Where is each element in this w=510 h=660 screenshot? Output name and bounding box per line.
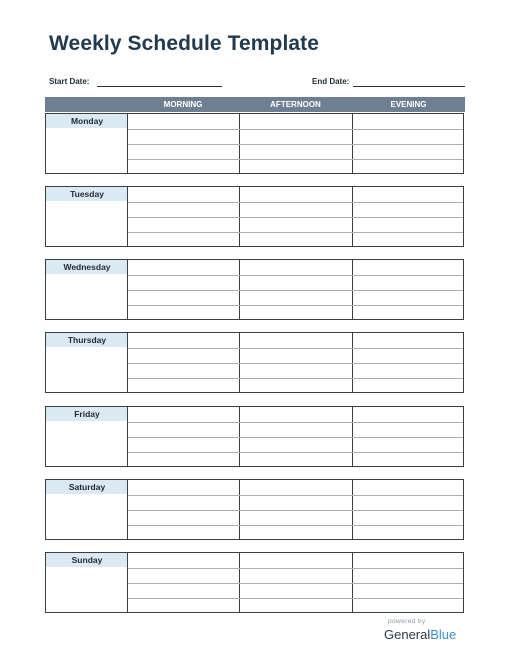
day-block-thursday bbox=[45, 332, 464, 393]
slot-monday-afternoon-4[interactable] bbox=[240, 159, 352, 173]
column-header-bar bbox=[45, 97, 465, 112]
day-notes-monday[interactable] bbox=[46, 129, 126, 173]
slot-monday-morning-1[interactable] bbox=[128, 114, 239, 128]
slot-friday-morning-2[interactable] bbox=[128, 422, 239, 436]
column-header-afternoon: AFTERNOON bbox=[270, 100, 321, 109]
day-notes-friday[interactable] bbox=[46, 422, 126, 466]
brand-part1: General bbox=[384, 627, 431, 642]
slot-saturday-evening-1[interactable] bbox=[353, 480, 464, 494]
day-block-saturday bbox=[45, 479, 464, 540]
slot-sunday-evening-1[interactable] bbox=[353, 553, 464, 567]
slot-saturday-morning-3[interactable] bbox=[128, 510, 239, 524]
day-block-monday bbox=[45, 113, 464, 174]
slot-sunday-morning-2[interactable] bbox=[128, 568, 239, 582]
slot-friday-morning-1[interactable] bbox=[128, 407, 239, 421]
slot-tuesday-evening-3[interactable] bbox=[353, 217, 464, 231]
slot-wednesday-afternoon-3[interactable] bbox=[240, 290, 352, 304]
slot-wednesday-afternoon-4[interactable] bbox=[240, 305, 352, 319]
start-date-label: Start Date: bbox=[49, 77, 90, 86]
slot-friday-afternoon-1[interactable] bbox=[240, 407, 352, 421]
day-notes-wednesday[interactable] bbox=[46, 275, 126, 319]
slot-wednesday-evening-2[interactable] bbox=[353, 275, 464, 289]
slot-thursday-evening-3[interactable] bbox=[353, 363, 464, 377]
day-notes-tuesday[interactable] bbox=[46, 202, 126, 246]
slot-monday-evening-1[interactable] bbox=[353, 114, 464, 128]
slot-monday-evening-2[interactable] bbox=[353, 129, 464, 143]
slot-friday-afternoon-4[interactable] bbox=[240, 452, 352, 466]
brand-part2: Blue bbox=[430, 627, 457, 642]
slot-wednesday-morning-2[interactable] bbox=[128, 275, 239, 289]
slot-monday-morning-3[interactable] bbox=[128, 144, 239, 158]
slot-friday-evening-4[interactable] bbox=[353, 452, 464, 466]
slot-saturday-afternoon-4[interactable] bbox=[240, 525, 352, 539]
end-date-field[interactable] bbox=[353, 86, 465, 87]
day-label-monday: Monday bbox=[46, 114, 128, 128]
slot-monday-evening-3[interactable] bbox=[353, 144, 464, 158]
slot-monday-afternoon-2[interactable] bbox=[240, 129, 352, 143]
slot-thursday-morning-3[interactable] bbox=[128, 363, 239, 377]
slot-saturday-afternoon-1[interactable] bbox=[240, 480, 352, 494]
slot-thursday-evening-4[interactable] bbox=[353, 378, 464, 392]
slot-friday-evening-2[interactable] bbox=[353, 422, 464, 436]
end-date-label: End Date: bbox=[312, 77, 350, 86]
day-notes-thursday[interactable] bbox=[46, 348, 126, 392]
slot-saturday-afternoon-3[interactable] bbox=[240, 510, 352, 524]
slot-monday-evening-4[interactable] bbox=[353, 159, 464, 173]
slot-tuesday-morning-3[interactable] bbox=[128, 217, 239, 231]
day-notes-saturday[interactable] bbox=[46, 495, 126, 539]
slot-wednesday-morning-4[interactable] bbox=[128, 305, 239, 319]
day-block-friday bbox=[45, 406, 464, 467]
slot-friday-evening-3[interactable] bbox=[353, 437, 464, 451]
slot-tuesday-evening-2[interactable] bbox=[353, 202, 464, 216]
slot-thursday-evening-1[interactable] bbox=[353, 333, 464, 347]
day-label-thursday: Thursday bbox=[46, 333, 128, 347]
slot-thursday-afternoon-1[interactable] bbox=[240, 333, 352, 347]
day-label-wednesday: Wednesday bbox=[46, 260, 128, 274]
slot-monday-morning-2[interactable] bbox=[128, 129, 239, 143]
slot-tuesday-morning-2[interactable] bbox=[128, 202, 239, 216]
slot-wednesday-evening-3[interactable] bbox=[353, 290, 464, 304]
slot-friday-morning-3[interactable] bbox=[128, 437, 239, 451]
slot-sunday-afternoon-3[interactable] bbox=[240, 583, 352, 597]
slot-wednesday-evening-1[interactable] bbox=[353, 260, 464, 274]
slot-thursday-afternoon-2[interactable] bbox=[240, 348, 352, 362]
slot-tuesday-afternoon-4[interactable] bbox=[240, 232, 352, 246]
brand-logo bbox=[384, 627, 456, 642]
slot-thursday-morning-1[interactable] bbox=[128, 333, 239, 347]
slot-thursday-evening-2[interactable] bbox=[353, 348, 464, 362]
slot-tuesday-afternoon-2[interactable] bbox=[240, 202, 352, 216]
slot-friday-afternoon-3[interactable] bbox=[240, 437, 352, 451]
column-header-evening: EVENING bbox=[390, 100, 427, 109]
slot-sunday-evening-4[interactable] bbox=[353, 598, 464, 612]
slot-saturday-evening-4[interactable] bbox=[353, 525, 464, 539]
slot-tuesday-morning-4[interactable] bbox=[128, 232, 239, 246]
day-block-sunday bbox=[45, 552, 464, 613]
start-date-field[interactable] bbox=[97, 86, 222, 87]
day-block-wednesday bbox=[45, 259, 464, 320]
slot-sunday-afternoon-1[interactable] bbox=[240, 553, 352, 567]
slot-saturday-evening-2[interactable] bbox=[353, 495, 464, 509]
slot-monday-afternoon-3[interactable] bbox=[240, 144, 352, 158]
slot-wednesday-morning-3[interactable] bbox=[128, 290, 239, 304]
slot-tuesday-evening-1[interactable] bbox=[353, 187, 464, 201]
slot-friday-afternoon-2[interactable] bbox=[240, 422, 352, 436]
slot-wednesday-evening-4[interactable] bbox=[353, 305, 464, 319]
slot-saturday-morning-1[interactable] bbox=[128, 480, 239, 494]
slot-sunday-morning-3[interactable] bbox=[128, 583, 239, 597]
slot-thursday-afternoon-4[interactable] bbox=[240, 378, 352, 392]
slot-friday-morning-4[interactable] bbox=[128, 452, 239, 466]
slot-saturday-afternoon-2[interactable] bbox=[240, 495, 352, 509]
slot-thursday-morning-2[interactable] bbox=[128, 348, 239, 362]
slot-sunday-evening-3[interactable] bbox=[353, 583, 464, 597]
powered-by-text: powered by bbox=[388, 618, 426, 625]
day-label-saturday: Saturday bbox=[46, 480, 128, 494]
slot-tuesday-evening-4[interactable] bbox=[353, 232, 464, 246]
slot-thursday-morning-4[interactable] bbox=[128, 378, 239, 392]
slot-sunday-afternoon-4[interactable] bbox=[240, 598, 352, 612]
day-notes-sunday[interactable] bbox=[46, 568, 126, 612]
slot-tuesday-morning-1[interactable] bbox=[128, 187, 239, 201]
slot-saturday-evening-3[interactable] bbox=[353, 510, 464, 524]
slot-monday-morning-4[interactable] bbox=[128, 159, 239, 173]
slot-wednesday-morning-1[interactable] bbox=[128, 260, 239, 274]
slot-sunday-evening-2[interactable] bbox=[353, 568, 464, 582]
slot-tuesday-afternoon-1[interactable] bbox=[240, 187, 352, 201]
day-label-sunday: Sunday bbox=[46, 553, 128, 567]
slot-sunday-afternoon-2[interactable] bbox=[240, 568, 352, 582]
slot-wednesday-afternoon-1[interactable] bbox=[240, 260, 352, 274]
slot-monday-afternoon-1[interactable] bbox=[240, 114, 352, 128]
slot-wednesday-afternoon-2[interactable] bbox=[240, 275, 352, 289]
page-title: Weekly Schedule Template bbox=[49, 32, 320, 55]
column-header-morning: MORNING bbox=[163, 100, 203, 109]
day-block-tuesday bbox=[45, 186, 464, 247]
slot-sunday-morning-4[interactable] bbox=[128, 598, 239, 612]
slot-saturday-morning-2[interactable] bbox=[128, 495, 239, 509]
slot-thursday-afternoon-3[interactable] bbox=[240, 363, 352, 377]
slot-tuesday-afternoon-3[interactable] bbox=[240, 217, 352, 231]
slot-saturday-morning-4[interactable] bbox=[128, 525, 239, 539]
day-label-friday: Friday bbox=[46, 407, 128, 421]
slot-friday-evening-1[interactable] bbox=[353, 407, 464, 421]
slot-sunday-morning-1[interactable] bbox=[128, 553, 239, 567]
day-label-tuesday: Tuesday bbox=[46, 187, 128, 201]
